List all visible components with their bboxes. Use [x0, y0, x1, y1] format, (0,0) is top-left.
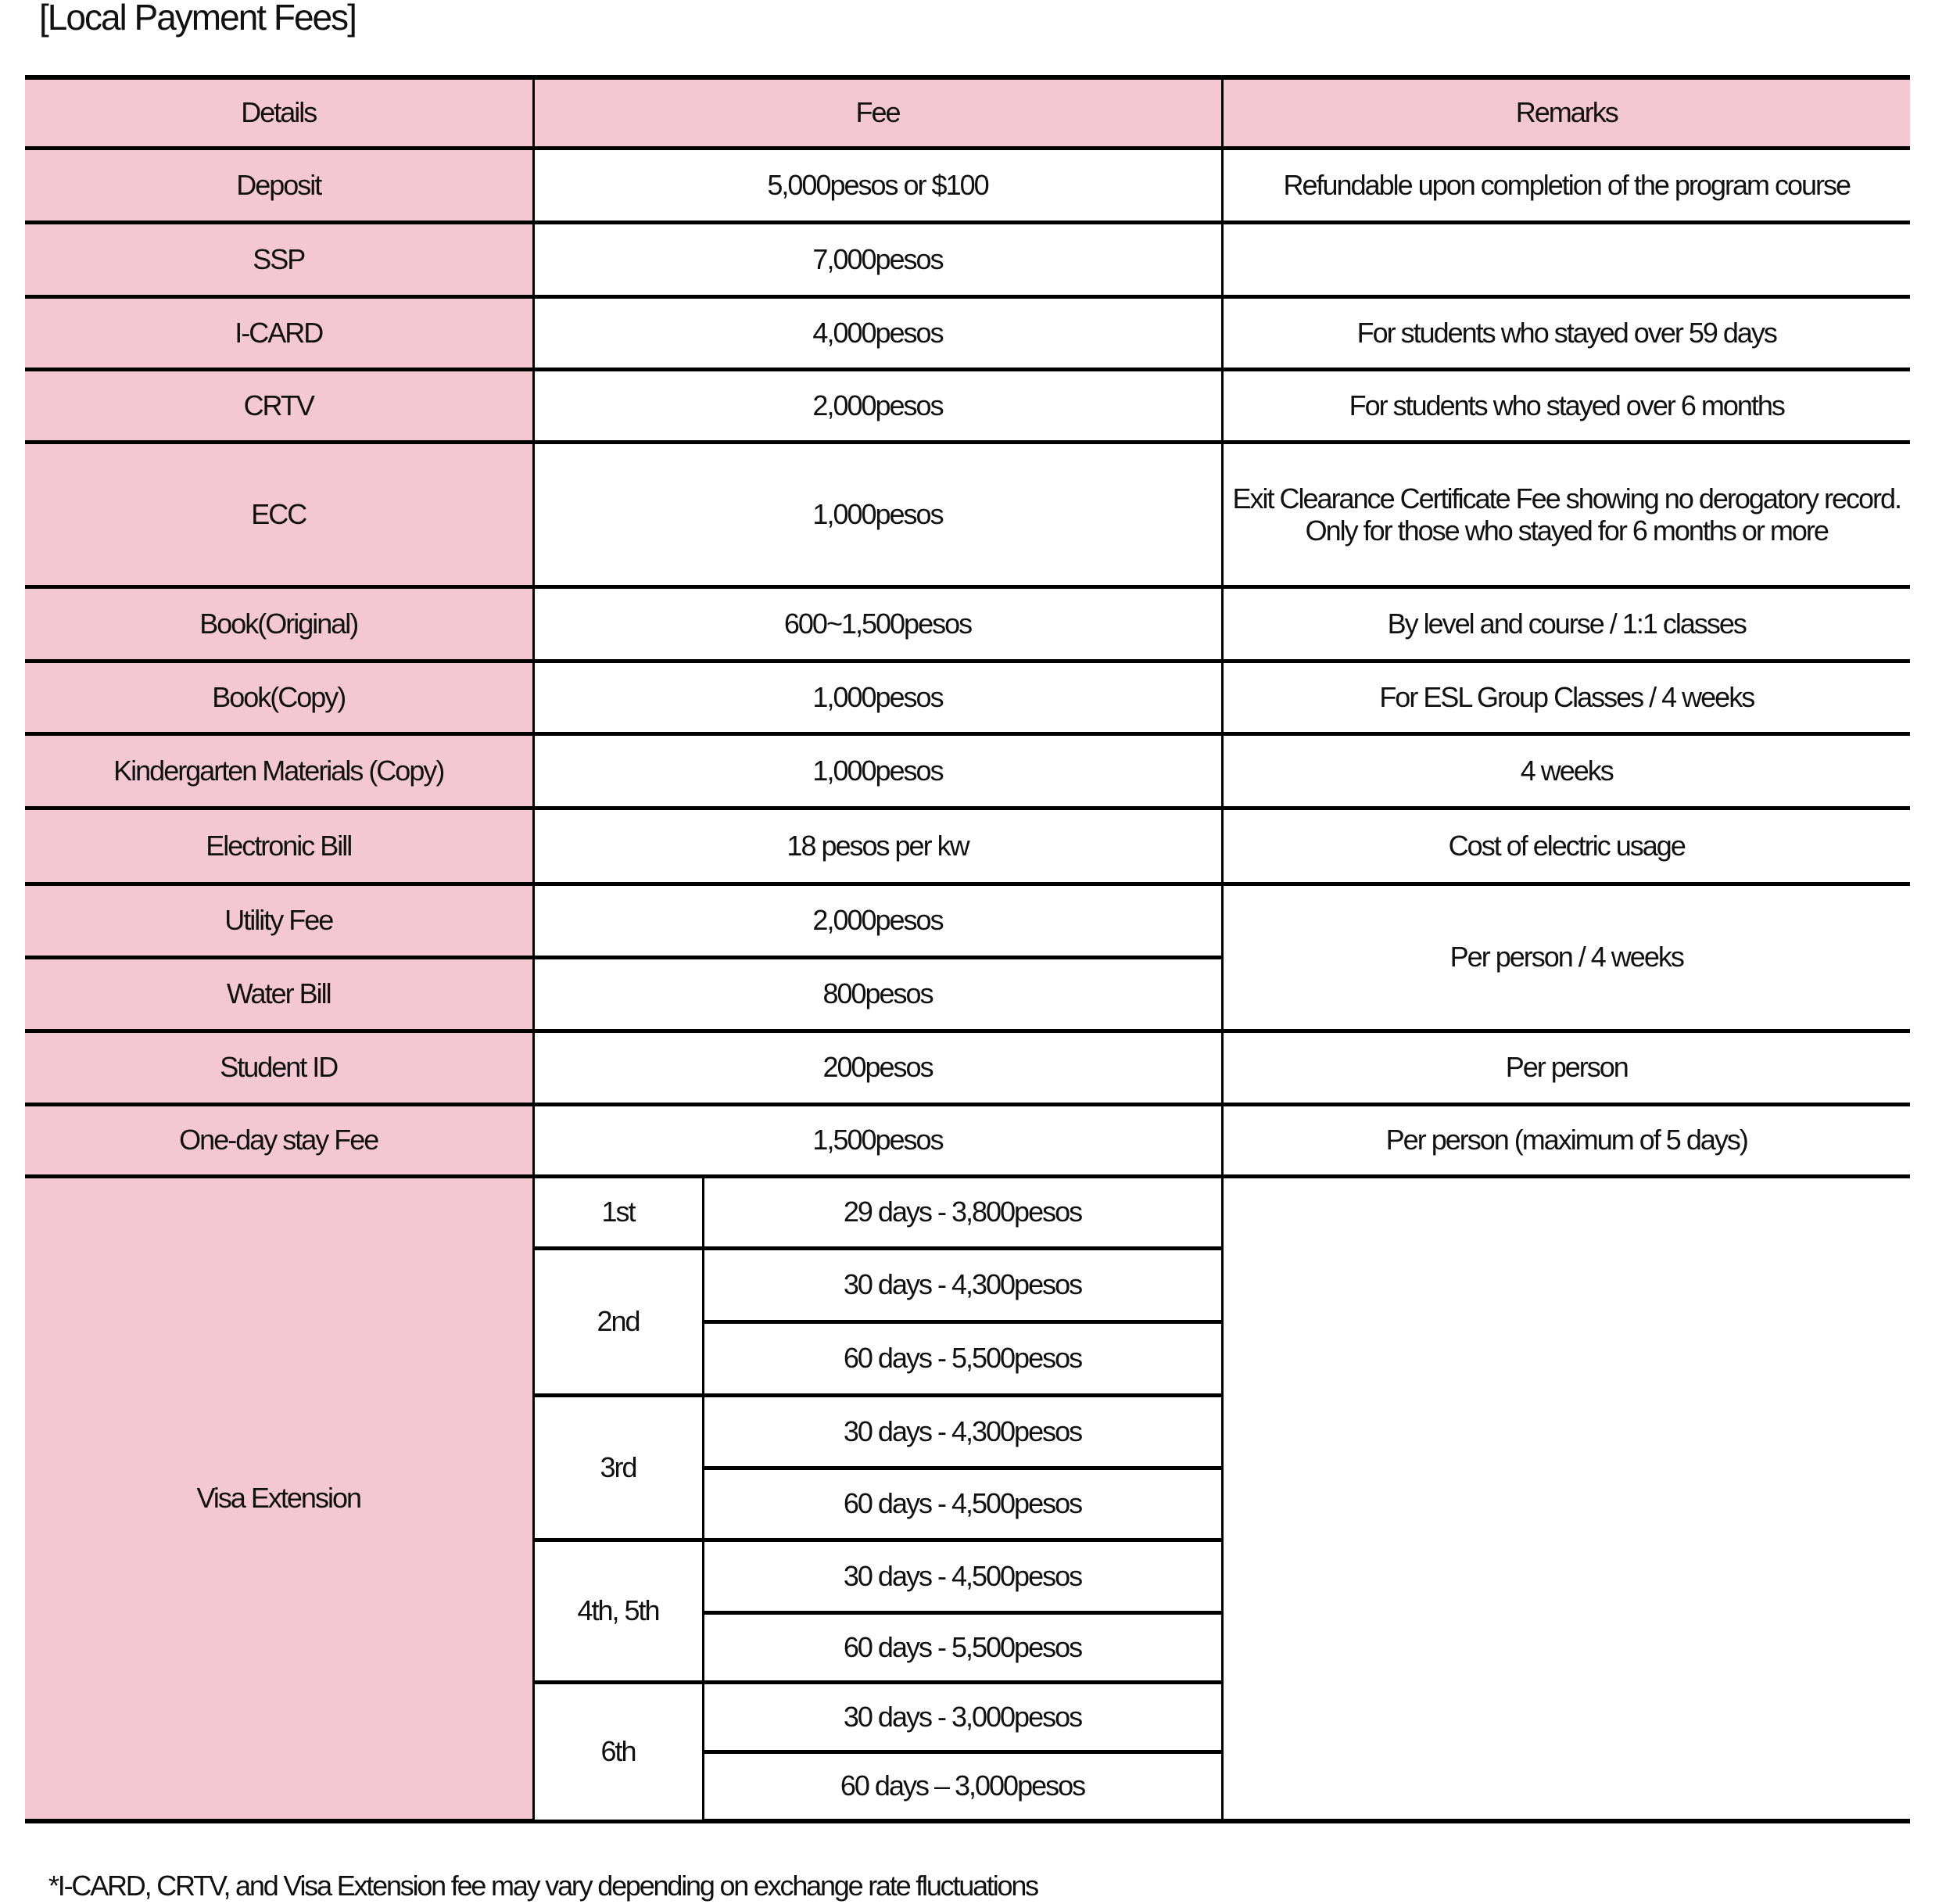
- table-header-row: [25, 77, 1910, 148]
- detail-cell: ECC: [25, 442, 533, 586]
- table-row-student-id: [25, 1031, 1910, 1104]
- header-remarks: Remarks: [1222, 77, 1910, 148]
- fee-cell: 1,000pesos: [533, 661, 1222, 733]
- fee-cell: 800pesos: [533, 957, 1222, 1031]
- page-title: [Local Payment Fees]: [39, 0, 356, 38]
- visa-count-cell: 1st: [533, 1176, 703, 1248]
- detail-cell-visa-extension: Visa Extension: [25, 1176, 533, 1821]
- remark-cell: For students who stayed over 6 months: [1222, 369, 1910, 442]
- detail-cell: SSP: [25, 222, 533, 296]
- fee-cell: 1,000pesos: [533, 733, 1222, 808]
- table-row-book-copy: [25, 661, 1910, 733]
- fee-cell: 18 pesos per kw: [533, 808, 1222, 884]
- detail-cell: Student ID: [25, 1031, 533, 1104]
- remark-cell: Cost of electric usage: [1222, 808, 1910, 884]
- remark-cell: By level and course / 1:1 classes: [1222, 586, 1910, 661]
- remark-cell: For students who stayed over 59 days: [1222, 296, 1910, 369]
- fee-cell: 2,000pesos: [533, 884, 1222, 957]
- remark-cell: Per person / 4 weeks: [1222, 884, 1910, 1031]
- table-row-ssp: [25, 222, 1910, 296]
- table-row-crtv: [25, 369, 1910, 442]
- visa-count-cell: 2nd: [533, 1248, 703, 1395]
- table-row-kindergarten-materials: [25, 733, 1910, 808]
- table-row-one-day-stay-fee: [25, 1104, 1910, 1176]
- detail-cell: Utility Fee: [25, 884, 533, 957]
- visa-option-cell: 29 days - 3,800pesos: [703, 1176, 1222, 1248]
- visa-count-cell: 4th, 5th: [533, 1540, 703, 1682]
- detail-cell: Kindergarten Materials (Copy): [25, 733, 533, 808]
- fee-cell: 600~1,500pesos: [533, 586, 1222, 661]
- fee-cell: 7,000pesos: [533, 222, 1222, 296]
- detail-cell: Book(Original): [25, 586, 533, 661]
- visa-count-cell: 6th: [533, 1682, 703, 1821]
- header-details: Details: [25, 77, 533, 148]
- fee-cell: 1,500pesos: [533, 1104, 1222, 1176]
- detail-cell: CRTV: [25, 369, 533, 442]
- visa-option-cell: 60 days - 5,500pesos: [703, 1612, 1222, 1682]
- remark-cell: 4 weeks: [1222, 733, 1910, 808]
- remark-cell: [1222, 222, 1910, 296]
- visa-option-cell: 30 days - 4,300pesos: [703, 1395, 1222, 1468]
- visa-option-cell: 30 days - 3,000pesos: [703, 1682, 1222, 1752]
- remark-cell: For ESL Group Classes / 4 weeks: [1222, 661, 1910, 733]
- remark-cell: [1222, 442, 1910, 586]
- fee-cell: 2,000pesos: [533, 369, 1222, 442]
- remark-cell: Refundable upon completion of the program course: [1222, 148, 1910, 222]
- footnote: *I-CARD, CRTV, and Visa Extension fee may vary depending on exchange rate fluctuations: [48, 1870, 1037, 1902]
- detail-cell: Deposit: [25, 148, 533, 222]
- table-row-book-original: [25, 586, 1910, 661]
- detail-cell: I-CARD: [25, 296, 533, 369]
- remark-line: Only for those who stayed for 6 months or more: [1305, 514, 1828, 547]
- table-row-deposit: [25, 148, 1910, 222]
- detail-cell: Book(Copy): [25, 661, 533, 733]
- table-row-utility-fee: [25, 884, 1910, 957]
- visa-count-cell: 3rd: [533, 1395, 703, 1540]
- fee-cell: 4,000pesos: [533, 296, 1222, 369]
- fee-cell: 200pesos: [533, 1031, 1222, 1104]
- remark-cell: Per person: [1222, 1031, 1910, 1104]
- table-row-icard: [25, 296, 1910, 369]
- remark-cell-empty: [1222, 1176, 1910, 1821]
- visa-option-cell: 30 days - 4,300pesos: [703, 1248, 1222, 1321]
- remark-line: Exit Clearance Certificate Fee showing no derogatory record.: [1232, 482, 1901, 515]
- detail-cell: Water Bill: [25, 957, 533, 1031]
- fee-cell: 1,000pesos: [533, 442, 1222, 586]
- detail-cell: One-day stay Fee: [25, 1104, 533, 1176]
- local-payment-fees-table: [25, 75, 1910, 1823]
- table-row-electronic-bill: [25, 808, 1910, 884]
- visa-option-cell: 60 days - 5,500pesos: [703, 1321, 1222, 1395]
- detail-cell: Electronic Bill: [25, 808, 533, 884]
- fee-cell: 5,000pesos or $100: [533, 148, 1222, 222]
- visa-option-cell: 30 days - 4,500pesos: [703, 1540, 1222, 1612]
- table-row-visa-1st: [25, 1176, 1910, 1248]
- remark-cell: Per person (maximum of 5 days): [1222, 1104, 1910, 1176]
- table-row-ecc: [25, 442, 1910, 586]
- header-fee: Fee: [533, 77, 1222, 148]
- visa-option-cell: 60 days – 3,000pesos: [703, 1752, 1222, 1821]
- visa-option-cell: 60 days - 4,500pesos: [703, 1468, 1222, 1540]
